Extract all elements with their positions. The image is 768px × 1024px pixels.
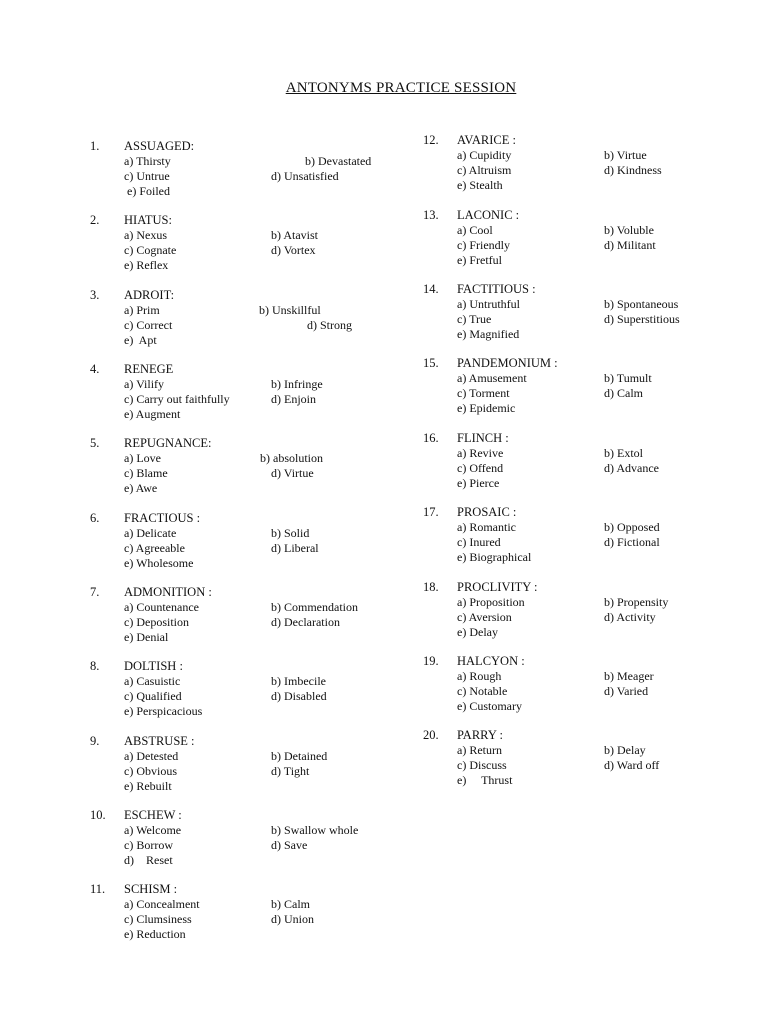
option-d: d) Superstitious <box>604 312 680 326</box>
option-e: e) Biographical <box>457 550 532 564</box>
question-number: 4. <box>90 362 100 376</box>
option-b: b) absolution <box>260 451 323 465</box>
question-number: 9. <box>90 734 100 748</box>
option-c: c) Notable <box>457 684 508 698</box>
question-9 <box>90 734 410 796</box>
question-number: 2. <box>90 213 100 227</box>
option-d: d) Calm <box>604 386 643 400</box>
question-word: ADMONITION : <box>124 585 212 599</box>
question-word: HIATUS: <box>124 213 172 227</box>
question-word: REPUGNANCE: <box>124 436 212 450</box>
question-7 <box>90 585 410 647</box>
question-12 <box>423 133 743 195</box>
option-c: c) Offend <box>457 461 504 475</box>
option-b: b) Opposed <box>604 520 660 534</box>
option-d: d) Vortex <box>271 243 316 257</box>
option-e: e) Denial <box>124 630 169 644</box>
option-e: e) Awe <box>124 481 158 495</box>
option-a: a) Revive <box>457 446 504 460</box>
option-e: e) Reflex <box>124 258 169 272</box>
option-e: e) Rebuilt <box>124 779 172 793</box>
option-d: d) Ward off <box>604 758 660 772</box>
question-number: 16. <box>423 431 439 445</box>
option-c: c) Discuss <box>457 758 507 772</box>
option-d: d) Virtue <box>271 466 314 480</box>
question-word: HALCYON : <box>457 654 525 668</box>
option-b: b) Infringe <box>271 377 323 391</box>
question-word: AVARICE : <box>457 133 516 147</box>
question-number: 6. <box>90 511 100 525</box>
question-word: PROCLIVITY : <box>457 580 538 594</box>
question-10 <box>90 808 410 870</box>
question-4 <box>90 362 410 424</box>
question-number: 13. <box>423 208 439 222</box>
question-number: 5. <box>90 436 100 450</box>
question-20 <box>423 728 743 790</box>
option-d: d) Union <box>271 912 314 926</box>
option-c: c) Deposition <box>124 615 189 629</box>
question-word: FRACTIOUS : <box>124 511 201 525</box>
question-number: 14. <box>423 282 439 296</box>
question-word: PROSAIC : <box>457 505 517 519</box>
option-a: a) Nexus <box>124 228 167 242</box>
option-c: c) Blame <box>124 466 168 480</box>
question-18 <box>423 580 743 642</box>
question-8 <box>90 659 410 721</box>
question-number: 10. <box>90 808 106 822</box>
question-16 <box>423 431 743 493</box>
option-c: c) Agreeable <box>124 541 185 555</box>
option-b: b) Calm <box>271 897 310 911</box>
question-number: 3. <box>90 288 100 302</box>
question-number: 11. <box>90 882 106 896</box>
option-b: b) Voluble <box>604 223 654 237</box>
option-c: c) Aversion <box>457 610 512 624</box>
question-word: RENEGE <box>124 362 174 376</box>
question-17 <box>423 505 743 567</box>
question-1 <box>90 139 410 201</box>
option-a: a) Cupidity <box>457 148 512 162</box>
question-number: 1. <box>90 139 100 153</box>
question-word: FLINCH : <box>457 431 509 445</box>
question-word: ASSUAGED: <box>124 139 195 153</box>
option-b: b) Swallow whole <box>271 823 359 837</box>
question-number: 8. <box>90 659 100 673</box>
option-d: d) Save <box>271 838 308 852</box>
question-word: ABSTRUSE : <box>124 734 195 748</box>
option-e: e) Wholesome <box>124 556 194 570</box>
option-b: b) Delay <box>604 743 646 757</box>
option-d: d) Unsatisfied <box>271 169 339 183</box>
option-c: c) Inured <box>457 535 501 549</box>
option-b: b) Extol <box>604 446 643 460</box>
option-d: d) Activity <box>604 610 656 624</box>
option-d: d) Advance <box>604 461 659 475</box>
question-3 <box>90 288 410 350</box>
option-b: b) Devastated <box>305 154 372 168</box>
option-e: e) Stealth <box>457 178 503 192</box>
option-c: c) Carry out faithfully <box>124 392 230 406</box>
option-d: d) Militant <box>604 238 656 252</box>
page-title: ANTONYMS PRACTICE SESSION <box>285 80 517 96</box>
question-2 <box>90 213 410 275</box>
option-c: c) Correct <box>124 318 173 332</box>
option-d: d) Fictional <box>604 535 660 549</box>
option-b: b) Spontaneous <box>604 297 679 311</box>
question-number: 7. <box>90 585 100 599</box>
option-b: b) Propensity <box>604 595 669 609</box>
option-e: d) Reset <box>124 853 173 867</box>
option-d: d) Tight <box>271 764 310 778</box>
option-c: c) Qualified <box>124 689 182 703</box>
option-c: c) Clumsiness <box>124 912 192 926</box>
option-d: d) Declaration <box>271 615 340 629</box>
option-e: e) Thrust <box>457 773 513 787</box>
question-word: ESCHEW : <box>124 808 182 822</box>
question-number: 17. <box>423 505 439 519</box>
option-a: a) Detested <box>124 749 179 763</box>
option-e: e) Delay <box>457 625 498 639</box>
question-number: 12. <box>423 133 439 147</box>
option-a: a) Delicate <box>124 526 177 540</box>
option-a: a) Amusement <box>457 371 527 385</box>
question-13 <box>423 208 743 270</box>
option-c: c) Borrow <box>124 838 173 852</box>
question-19 <box>423 654 743 716</box>
option-b: b) Atavist <box>271 228 318 242</box>
question-14 <box>423 282 743 344</box>
option-e: e) Customary <box>457 699 522 713</box>
question-word: ADROIT: <box>124 288 175 302</box>
option-c: c) Untrue <box>124 169 170 183</box>
option-a: a) Untruthful <box>457 297 520 311</box>
question-number: 18. <box>423 580 439 594</box>
option-e: e) Epidemic <box>457 401 516 415</box>
option-e: e) Pierce <box>457 476 500 490</box>
option-e: e) Perspicacious <box>124 704 203 718</box>
question-5 <box>90 436 410 498</box>
option-a: a) Romantic <box>457 520 516 534</box>
question-word: FACTITIOUS : <box>457 282 536 296</box>
option-c: c) Obvious <box>124 764 177 778</box>
question-word: DOLTISH : <box>124 659 183 673</box>
option-e: e) Augment <box>124 407 181 421</box>
option-e: e) Fretful <box>457 253 502 267</box>
question-6 <box>90 511 410 573</box>
option-a: a) Return <box>457 743 502 757</box>
option-c: c) Torment <box>457 386 510 400</box>
option-e: e) Reduction <box>124 927 186 941</box>
option-d: d) Enjoin <box>271 392 316 406</box>
option-b: b) Detained <box>271 749 328 763</box>
option-a: a) Cool <box>457 223 493 237</box>
option-a: a) Casuistic <box>124 674 181 688</box>
option-b: b) Tumult <box>604 371 652 385</box>
question-word: PARRY : <box>457 728 503 742</box>
question-word: LACONIC : <box>457 208 520 222</box>
question-11 <box>90 882 410 944</box>
option-c: c) Altruism <box>457 163 512 177</box>
option-b: b) Unskillful <box>259 303 321 317</box>
question-number: 20. <box>423 728 439 742</box>
option-c: c) Cognate <box>124 243 177 257</box>
option-a: a) Concealment <box>124 897 200 911</box>
option-d: d) Strong <box>307 318 352 332</box>
option-a: a) Rough <box>457 669 502 683</box>
option-a: a) Thirsty <box>124 154 171 168</box>
option-b: b) Imbecile <box>271 674 326 688</box>
question-number: 15. <box>423 356 439 370</box>
option-b: b) Virtue <box>604 148 647 162</box>
option-b: b) Solid <box>271 526 310 540</box>
option-a: a) Proposition <box>457 595 525 609</box>
option-e: e) Magnified <box>457 327 520 341</box>
option-a: a) Countenance <box>124 600 199 614</box>
option-a: a) Prim <box>124 303 160 317</box>
option-a: a) Vilify <box>124 377 165 391</box>
option-c: c) Friendly <box>457 238 510 252</box>
question-number: 19. <box>423 654 439 668</box>
question-word: PANDEMONIUM : <box>457 356 558 370</box>
question-word: SCHISM : <box>124 882 178 896</box>
question-15 <box>423 356 743 418</box>
option-a: a) Welcome <box>124 823 182 837</box>
option-d: d) Varied <box>604 684 649 698</box>
option-e: e) Apt <box>124 333 157 347</box>
option-b: b) Commendation <box>271 600 358 614</box>
option-d: d) Kindness <box>604 163 662 177</box>
option-e: e) Foiled <box>127 184 170 198</box>
option-d: d) Disabled <box>271 689 327 703</box>
option-a: a) Love <box>124 451 161 465</box>
option-b: b) Meager <box>604 669 654 683</box>
option-c: c) True <box>457 312 492 326</box>
option-d: d) Liberal <box>271 541 319 555</box>
